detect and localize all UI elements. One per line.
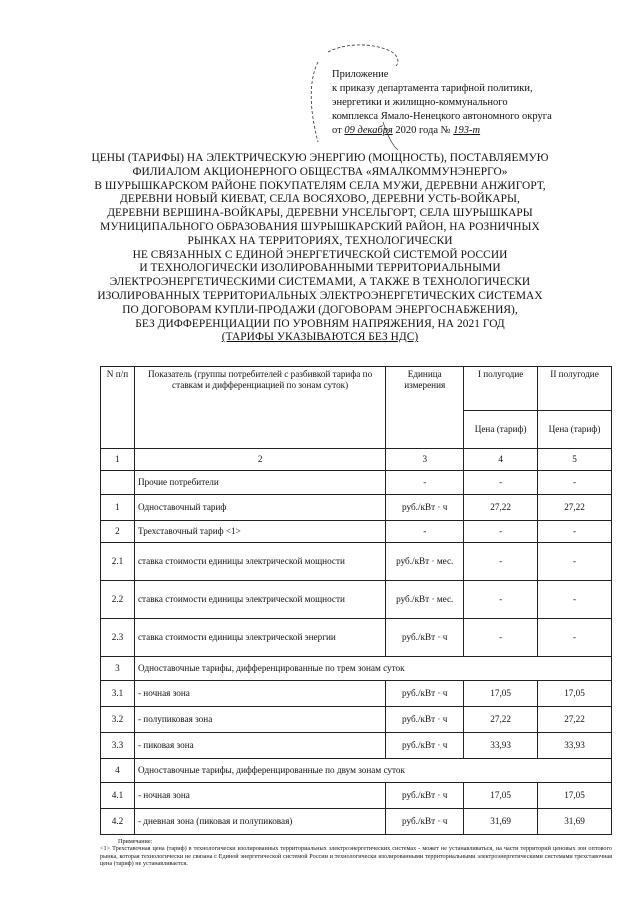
table-cell-unit: руб./кВт · ч — [386, 707, 464, 733]
table-cell-p2: 33,93 — [538, 733, 612, 759]
title-line: ПО ДОГОВОРАМ КУПЛИ-ПРОДАЖИ (ДОГОВОРАМ ЭНЕРГОСНАБЖЕНИЯ), — [122, 303, 518, 316]
table-cell-p1: 31,69 — [464, 809, 538, 835]
table-row — [101, 521, 612, 543]
table-cell-name: - пиковая зона — [134, 733, 385, 759]
header-num: N п/п — [101, 367, 135, 449]
column-number: 2 — [134, 449, 385, 471]
table-cell-unit: руб./кВт · ч — [386, 809, 464, 835]
table-row — [101, 809, 612, 835]
table-cell-p2: - — [538, 581, 612, 619]
title-line: МУНИЦИПАЛЬНОГО ОБРАЗОВАНИЯ ШУРЫШКАРСКИЙ РАЙОН, НА РОЗНИЧНЫХ — [100, 220, 540, 233]
table-row — [101, 707, 612, 733]
table-cell-num — [101, 471, 135, 495]
table-cell-name: - полупиковая зона — [134, 707, 385, 733]
table-cell-p1: 33,93 — [464, 733, 538, 759]
table-cell-num: 1 — [101, 495, 135, 521]
title-line: БЕЗ ДИФФЕРЕНЦИАЦИИ ПО УРОВНЯМ НАПРЯЖЕНИЯ, НА 2021 ГОД — [135, 317, 505, 330]
table-cell-num: 4.2 — [101, 809, 135, 835]
table-cell-p1: - — [464, 543, 538, 581]
table-cell-p1: - — [464, 471, 538, 495]
table-cell-p2: 27,22 — [538, 495, 612, 521]
table-cell-name: ставка стоимости единицы электрической мощности — [134, 581, 385, 619]
table-cell-name: Одноставочный тариф — [134, 495, 385, 521]
appendix-date-line — [332, 124, 632, 138]
footnote-text: <1> Трехставочная цена (тариф) в технологически изолированных территориальных электроэнергетических системах - может не устанавливаться, на части территорий ценовых зон оптового рынка, которая технологически не связана с Единой энергетической системой России и технологически изолированными территориальными электроэнергетическими системами трехставочная цена (тариф) не устанавливается. — [100, 845, 612, 868]
tariff-table — [100, 366, 612, 835]
table-cell-num: 4.1 — [101, 783, 135, 809]
column-number: 3 — [386, 449, 464, 471]
table-cell-unit: - — [386, 521, 464, 543]
title-line: (ТАРИФЫ УКАЗЫВАЮТСЯ БЕЗ НДС) — [221, 331, 419, 344]
table-cell-num: 2.3 — [101, 619, 135, 657]
table-cell-unit: руб./кВт · ч — [386, 681, 464, 707]
appendix-line: Приложение — [332, 69, 389, 80]
appendix-line: к приказу департамента тарифной политики, — [332, 83, 533, 94]
header-half-1: I полугодие — [464, 367, 538, 411]
table-cell-p1: - — [464, 521, 538, 543]
table-cell-name: ставка стоимости единицы электрической энергии — [134, 619, 385, 657]
header-indicator: Показатель (группы потребителей с разбивкой тарифа по ставкам и дифференциацией по зонам суток) — [134, 367, 385, 449]
table-cell-num: 3.2 — [101, 707, 135, 733]
table-row — [101, 681, 612, 707]
table-cell-num: 3.1 — [101, 681, 135, 707]
table-cell-unit: руб./кВт · ч — [386, 495, 464, 521]
table-cell-p2: - — [538, 471, 612, 495]
table-row — [101, 543, 612, 581]
table-row — [101, 619, 612, 657]
table-cell-unit: руб./кВт · ч — [386, 733, 464, 759]
title-line: ФИЛИАЛОМ АКЦИОНЕРНОГО ОБЩЕСТВА «ЯМАЛКОММУНЭНЕРГО» — [132, 165, 508, 178]
title-line: И ТЕХНОЛОГИЧЕСКИ ИЗОЛИРОВАННЫМИ ТЕРРИТОРИАЛЬНЫМИ — [139, 262, 501, 275]
appendix-line: энергетики и жилищно-коммунального — [332, 97, 508, 108]
table-cell-name: Прочие потребители — [134, 471, 385, 495]
title-line: В ШУРЫШКАРСКОМ РАЙОНЕ ПОКУПАТЕЛЯМ СЕЛА МУЖИ, ДЕРЕВНИ АНЖИГОРТ, — [94, 179, 546, 192]
column-number: 5 — [538, 449, 612, 471]
table-cell-num: 4 — [101, 759, 135, 783]
table-cell-num: 2.1 — [101, 543, 135, 581]
table-cell-name: Трехставочный тариф <1> — [134, 521, 385, 543]
table-cell-name: ставка стоимости единицы электрической мощности — [134, 543, 385, 581]
title-line: РЫНКАХ НА ТЕРРИТОРИЯХ, ТЕХНОЛОГИЧЕСКИ — [187, 234, 453, 247]
table-cell-unit: руб./кВт · ч — [386, 619, 464, 657]
year-text: 2020 года № — [395, 125, 451, 136]
table-row — [101, 733, 612, 759]
table-cell-unit: руб./кВт · ч — [386, 783, 464, 809]
appendix-block — [332, 68, 632, 138]
table-cell-name: - ночная зона — [134, 681, 385, 707]
table-cell-num: 3 — [101, 657, 135, 681]
table-cell-unit: - — [386, 471, 464, 495]
table-cell-p1: - — [464, 619, 538, 657]
header-price-1: Цена (тариф) — [464, 411, 538, 449]
table-section-row — [101, 657, 612, 681]
table-cell-p1: - — [464, 581, 538, 619]
footnote — [100, 838, 612, 868]
document-title — [14, 152, 626, 345]
handwritten-number: 193-т — [453, 125, 481, 136]
table-cell-unit: руб./кВт · мес. — [386, 581, 464, 619]
column-number: 1 — [101, 449, 135, 471]
table-cell-p2: 27,22 — [538, 707, 612, 733]
handwritten-date: 09 декабря — [344, 125, 393, 136]
header-half-2: II полугодие — [538, 367, 612, 411]
table-row — [101, 471, 612, 495]
table-row — [101, 783, 612, 809]
title-line: ДЕРЕВНИ ВЕРШИНА-ВОЙКАРЫ, ДЕРЕВНИ УНСЕЛЬГОРТ, СЕЛА ШУРЫШКАРЫ — [107, 207, 533, 220]
table-cell-p1: 27,22 — [464, 495, 538, 521]
table-cell-p2: - — [538, 521, 612, 543]
table-cell-num: 3.3 — [101, 733, 135, 759]
column-number: 4 — [464, 449, 538, 471]
title-line: ИЗОЛИРОВАННЫХ ТЕРРИТОРИАЛЬНЫХ ЭЛЕКТРОЭНЕРГЕТИЧЕСКИХ СИСТЕМАХ — [97, 289, 543, 302]
table-cell-p2: - — [538, 619, 612, 657]
title-line: НЕ СВЯЗАННЫХ С ЕДИНОЙ ЭНЕРГЕТИЧЕСКОЙ СИСТЕМОЙ РОССИИ — [132, 248, 508, 261]
footnote-heading: Примечание: — [118, 838, 153, 845]
table-cell-num: 2.2 — [101, 581, 135, 619]
table-row — [101, 581, 612, 619]
table-cell-p2: 17,05 — [538, 681, 612, 707]
header-unit: Единица измерения — [386, 367, 464, 449]
table-cell-section: Одноставочные тарифы, дифференцированные по трем зонам суток — [134, 657, 611, 681]
table-cell-p2: 17,05 — [538, 783, 612, 809]
table-cell-p2: 31,69 — [538, 809, 612, 835]
title-line: ДЕРЕВНИ НОВЫЙ КИЕВАТ, СЕЛА ВОСЯХОВО, ДЕРЕВНИ УСТЬ-ВОЙКАРЫ, — [120, 193, 520, 206]
date-prefix: от — [332, 125, 342, 136]
header-price-2: Цена (тариф) — [538, 411, 612, 449]
title-line: ЭЛЕКТРОЭНЕРГЕТИЧЕСКИМИ СИСТЕМАМИ, А ТАКЖЕ В ТЕХНОЛОГИЧЕСКИ — [109, 276, 531, 289]
appendix-line: комплекса Ямало-Ненецкого автономного округа — [332, 111, 552, 122]
table-cell-p1: 17,05 — [464, 681, 538, 707]
table-cell-p1: 27,22 — [464, 707, 538, 733]
table-cell-name: - ночная зона — [134, 783, 385, 809]
table-cell-name: - дневная зона (пиковая и полупиковая) — [134, 809, 385, 835]
table-section-row — [101, 759, 612, 783]
table-cell-p2: - — [538, 543, 612, 581]
table-cell-num: 2 — [101, 521, 135, 543]
table-row — [101, 495, 612, 521]
table-cell-p1: 17,05 — [464, 783, 538, 809]
title-line: ЦЕНЫ (ТАРИФЫ) НА ЭЛЕКТРИЧЕСКУЮ ЭНЕРГИЮ (МОЩНОСТЬ), ПОСТАВЛЯЕМУЮ — [91, 152, 549, 164]
table-cell-section: Одноставочные тарифы, дифференцированные по двум зонам суток — [134, 759, 611, 783]
table-cell-unit: руб./кВт · мес. — [386, 543, 464, 581]
